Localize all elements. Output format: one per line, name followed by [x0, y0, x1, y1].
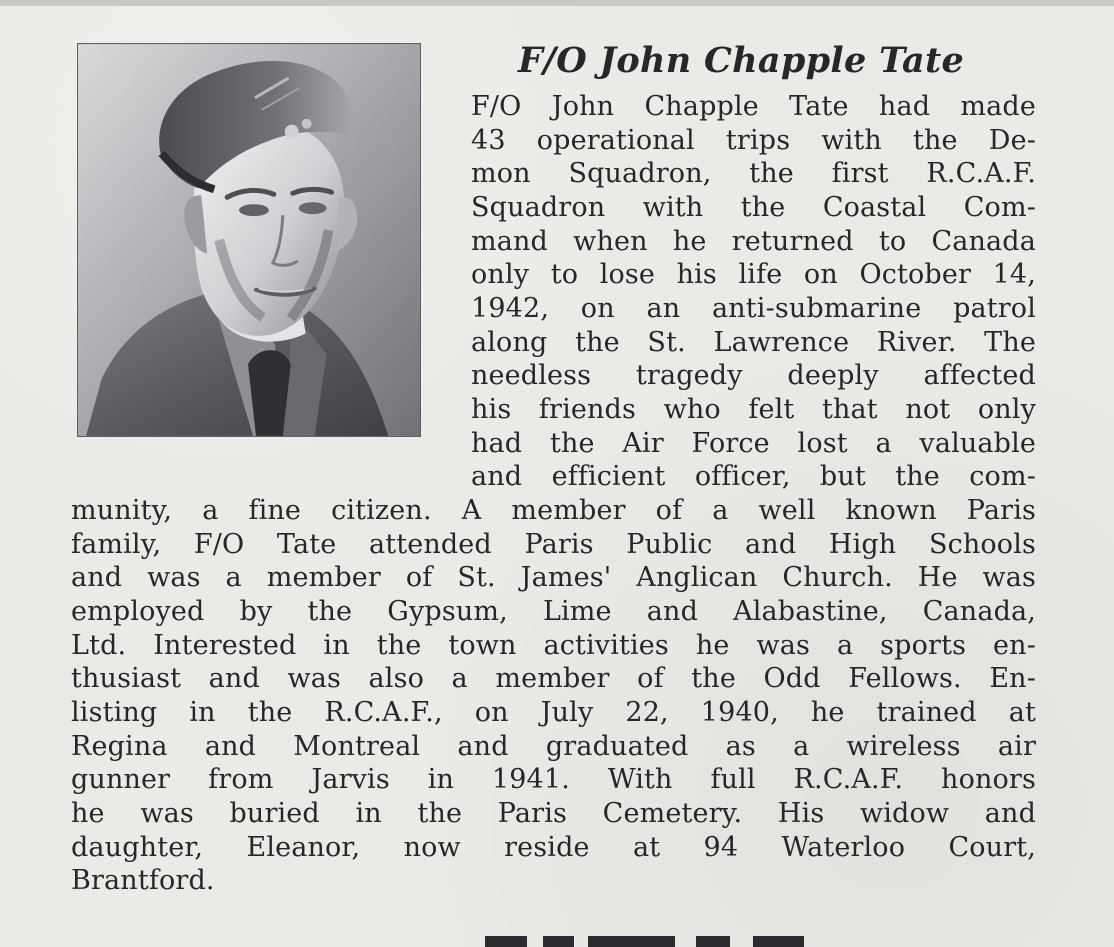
article-line: and efficient officer, but the com- — [471, 461, 1036, 492]
cropped-heading-fragment — [543, 936, 574, 947]
cropped-heading-fragment — [485, 936, 527, 947]
article-line: F/O John Chapple Tate had made — [471, 91, 1036, 122]
article-line: 43 operational trips with the De- — [471, 125, 1036, 156]
article-line: needless tragedy deeply affected — [471, 360, 1036, 391]
portrait-photo — [77, 43, 421, 437]
article-line: and was a member of St. James' Anglican Church. He was — [71, 562, 1036, 593]
article-title: F/O John Chapple Tate — [518, 40, 965, 81]
article-line: he was buried in the Paris Cemetery. His widow and — [71, 798, 1036, 829]
top-edge-shadow — [0, 0, 1114, 6]
article-line: only to lose his life on October 14, — [471, 259, 1036, 290]
article-line: mon Squadron, the first R.C.A.F. — [471, 158, 1036, 189]
portrait-illustration — [78, 44, 420, 436]
cropped-heading-fragment — [753, 936, 804, 947]
article-line: daughter, Eleanor, now reside at 94 Waterloo Court, — [71, 832, 1036, 863]
article-line: employed by the Gypsum, Lime and Alabastine, Canada, — [71, 596, 1036, 627]
cropped-next-heading — [485, 936, 845, 947]
article-line: family, F/O Tate attended Paris Public and High Schools — [71, 529, 1036, 560]
article-line: his friends who felt that not only — [471, 394, 1036, 425]
article-line: thusiast and was also a member of the Odd Fellows. En- — [71, 663, 1036, 694]
cropped-heading-fragment — [696, 936, 730, 947]
article-line: munity, a fine citizen. A member of a well known Paris — [71, 495, 1036, 526]
cropped-heading-fragment — [588, 936, 675, 947]
article-line: 1942, on an anti-submarine patrol — [471, 293, 1036, 324]
article-line: Brantford. — [71, 865, 215, 896]
article-line: had the Air Force lost a valuable — [471, 428, 1036, 459]
article-line: Squadron with the Coastal Com- — [471, 192, 1036, 223]
article-line: Regina and Montreal and graduated as a wireless air — [71, 731, 1036, 762]
article-line: Ltd. Interested in the town activities he was a sports en- — [71, 630, 1036, 661]
article-line: mand when he returned to Canada — [471, 226, 1036, 257]
article-line: along the St. Lawrence River. The — [471, 327, 1036, 358]
article-line: listing in the R.C.A.F., on July 22, 1940, he trained at — [71, 697, 1036, 728]
article-line: gunner from Jarvis in 1941. With full R.C.A.F. honors — [71, 764, 1036, 795]
